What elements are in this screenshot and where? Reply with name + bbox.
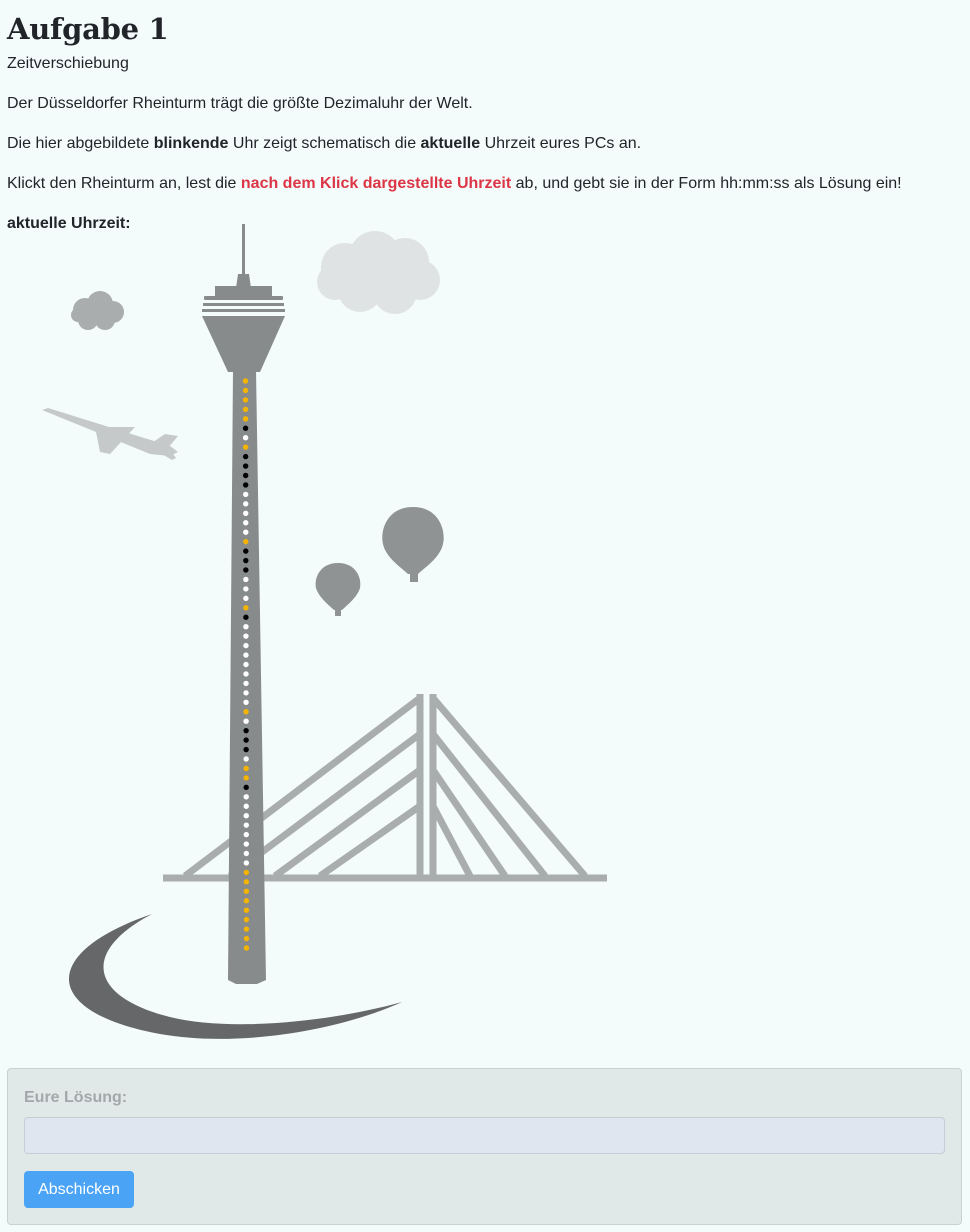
clock-light <box>244 813 249 818</box>
clock-light <box>243 378 248 383</box>
clock-light <box>243 426 248 431</box>
clock-light <box>243 463 248 468</box>
submit-button[interactable]: Abschicken <box>24 1171 134 1208</box>
clock-light <box>244 822 249 827</box>
clock-light <box>243 454 248 459</box>
clock-light <box>243 501 248 506</box>
intro-bold-blinkende: blinkende <box>153 135 229 152</box>
clock-light <box>243 482 248 487</box>
intro-text: Klickt den Rheinturm an, lest die <box>7 175 241 192</box>
clock-light <box>243 435 248 440</box>
clock-light <box>243 567 248 572</box>
clock-light <box>243 520 248 525</box>
intro-text: Uhr zeigt schematisch die <box>228 135 421 152</box>
intro-line-3 <box>7 174 963 194</box>
current-time-label: aktuelle Uhrzeit: <box>7 215 131 232</box>
clock-light <box>243 388 248 393</box>
clock-light <box>243 775 248 780</box>
clock-light <box>243 511 248 516</box>
clock-light <box>243 473 248 478</box>
clock-light <box>244 926 249 931</box>
clock-light <box>243 737 248 742</box>
intro-line-2 <box>7 134 963 154</box>
solution-label: Eure Lösung: <box>24 1089 128 1106</box>
clock-light <box>243 577 248 582</box>
clock-light <box>243 709 248 714</box>
clock-light <box>244 851 249 856</box>
intro-text: Die hier abgebildete <box>7 135 154 152</box>
solution-input[interactable] <box>24 1117 945 1154</box>
clock-light <box>243 624 248 629</box>
clock-light <box>244 898 249 903</box>
intro-text: ab, und gebt sie in der Form hh:mm:ss als Lösung ein! <box>511 175 902 192</box>
clock-light <box>244 879 249 884</box>
clock-light <box>244 794 249 799</box>
page-title: Aufgabe 1 <box>7 12 169 46</box>
clock-light <box>243 530 248 535</box>
page-subtitle: Zeitverschiebung <box>7 55 129 72</box>
clock-light <box>243 605 248 610</box>
cloud-large-icon <box>317 231 440 314</box>
clock-light <box>243 407 248 412</box>
clock-light <box>243 615 248 620</box>
clock-light <box>244 945 249 950</box>
clock-light <box>244 936 249 941</box>
clock-light <box>244 908 249 913</box>
clock-light <box>244 889 249 894</box>
clock-light <box>244 785 249 790</box>
clock-light <box>244 870 249 875</box>
hot-air-balloon-large-icon <box>382 507 443 582</box>
clock-light <box>243 596 248 601</box>
clock-light <box>243 747 248 752</box>
clock-light <box>244 832 249 837</box>
clock-light <box>243 444 248 449</box>
clock-light <box>244 860 249 865</box>
intro-highlight: nach dem Klick dargestellte Uhrzeit <box>240 175 512 192</box>
clock-light <box>243 700 248 705</box>
clock-light <box>244 841 249 846</box>
clock-light <box>243 671 248 676</box>
clock-light <box>243 492 248 497</box>
content <box>7 0 963 234</box>
airplane-icon <box>42 408 178 460</box>
clock-light <box>243 558 248 563</box>
clock-light <box>243 586 248 591</box>
clock-light <box>243 766 248 771</box>
clock-light <box>243 662 248 667</box>
clock-light <box>243 397 248 402</box>
hot-air-balloon-small-icon <box>316 563 361 616</box>
clock-light <box>244 804 249 809</box>
clock-light <box>243 728 248 733</box>
intro-text: Uhrzeit eures PCs an. <box>480 135 642 152</box>
clock-light <box>243 548 248 553</box>
clock-light <box>243 643 248 648</box>
clock-light <box>244 917 249 922</box>
clock-light <box>243 652 248 657</box>
clock-light <box>243 539 248 544</box>
clock-light <box>243 681 248 686</box>
rheinturm-tower-icon[interactable] <box>202 224 285 984</box>
clock-light <box>243 690 248 695</box>
clock-light <box>243 719 248 724</box>
clock-light <box>243 633 248 638</box>
clock-light <box>243 756 248 761</box>
intro-bold-aktuelle: aktuelle <box>420 135 481 152</box>
rheinturm-scene[interactable] <box>0 222 660 1052</box>
cloud-small-icon <box>71 291 124 330</box>
clock-light <box>243 416 248 421</box>
solution-form <box>7 1068 962 1225</box>
intro-line-1: Der Düsseldorfer Rheinturm trägt die größte Dezimaluhr der Welt. <box>7 95 473 112</box>
